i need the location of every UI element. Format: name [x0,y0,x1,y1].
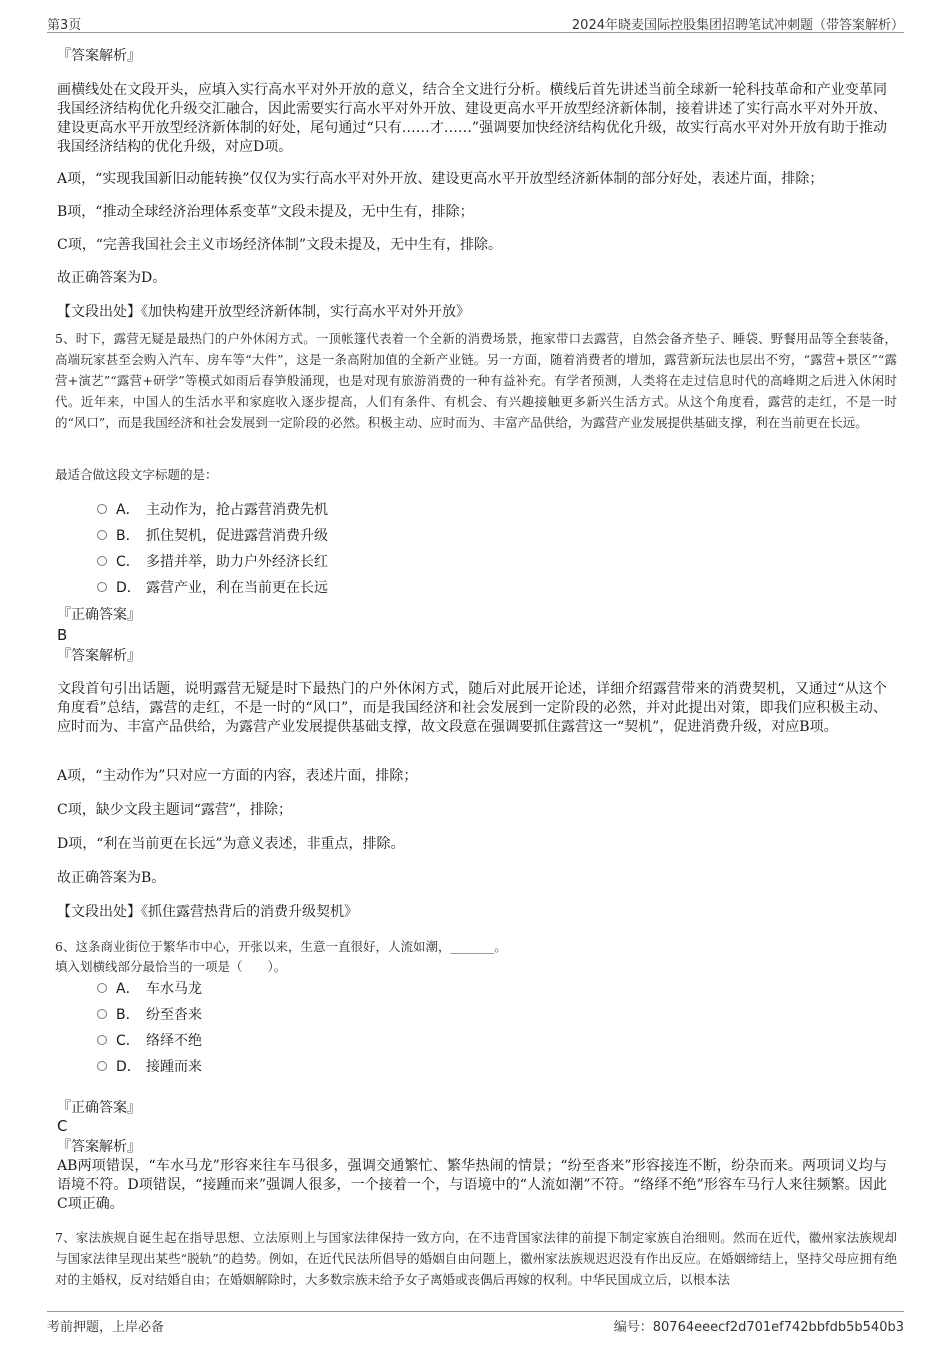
radio-icon[interactable] [97,582,107,592]
q4-option-a-note: A项，“实现我国新旧动能转换”仅仅为实行高水平对外开放、建设更高水平开放型经济新体制的部分好处，表述片面，排除； [57,171,824,187]
document-serial: 编号：80764eeecf2d701ef742bbfdb5b540b3 [613,1320,904,1335]
q6-question: 填入划横线部分最恰当的一项是（ ）。 [55,959,287,974]
q4-option-b-note: B项，“推动全球经济治理体系变革”文段未提及，无中生有，排除； [57,204,474,220]
radio-icon[interactable] [97,1061,107,1071]
q6-analysis-label: 『答案解析』 [57,1139,141,1155]
q4-analysis: 画横线处在文段开头，应填入实行高水平对外开放的意义，结合全文进行分析。横线后首先讲述当前全球新一轮科技革命和产业变革同我国经济结构优化升级交汇融合，因此需要实行高水平对外开放、建设更高水平开放型经济新体制，接着讲述了实行高水平对外开放、建设更高水平开放型经济新体制的好处，尾句通过“只有……才……”强调要加快经济结构优化升级，故实行高水平对外开放有助于推动我国经济结构的优化升级，对应D项。 [57,82,887,155]
q4-analysis-label: 『答案解析』 [57,48,141,64]
q5-analysis-label: 『答案解析』 [57,648,141,664]
q6-option-a[interactable]: A． 车水马龙 [97,979,202,999]
q4-option-c-note: C项，“完善我国社会主义市场经济体制”文段未提及，无中生有，排除。 [57,237,503,253]
q6-option-b[interactable]: B． 纷至沓来 [97,1005,202,1025]
q6-answer-label: 『正确答案』 [57,1100,141,1116]
q5-option-c-note: C项，缺少文段主题词“露营”，排除； [57,802,293,818]
q5-analysis: 文段首句引出话题，说明露营无疑是时下最热门的户外休闲方式，随后对此展开论述，详细介绍露营带来的消费契机，又通过“从这个角度看”总结，露营的走红，不是一时的“风口”，而是我国经济和社会发展到一定阶段的必然，并对此提出对策，即我们应积极主动、应时而为、丰富产品供给，为露营产业发展提供基础支撑，故文段意在强调要抓住露营这一“契机”，促进消费升级，对应B项。 [57,681,887,735]
q5-answer: B [57,626,68,644]
q6-option-d[interactable]: D． 接踵而来 [97,1057,202,1077]
q5-option-a-note: A项，“主动作为”只对应一方面的内容，表述片面，排除； [57,768,418,784]
q5-option-c[interactable]: C． 多措并举，助力户外经济长红 [97,552,328,572]
q6-answer: C [57,1117,68,1135]
footer-slogan: 考前押题，上岸必备 [47,1320,165,1335]
page-number: 第3页 [47,18,82,33]
q5-answer-label: 『正确答案』 [57,607,141,623]
q4-conclusion: 故正确答案为D。 [57,270,167,286]
radio-icon[interactable] [97,983,107,993]
q5-option-a[interactable]: A． 主动作为，抢占露营消费先机 [97,500,328,520]
radio-icon[interactable] [97,504,107,514]
page-header [47,12,904,33]
q4-source: 【文段出处】《加快构建开放型经济新体制，实行高水平对外开放》 [57,304,470,320]
radio-icon[interactable] [97,1035,107,1045]
radio-icon[interactable] [97,1009,107,1019]
q5-question: 最适合做这段文字标题的是： [55,467,218,482]
q5-option-d-note: D项，“利在当前更在长远”为意义表述，非重点，排除。 [57,836,405,852]
q5-stem: 5、时下，露营无疑是最热门的户外休闲方式。一顶帐篷代表着一个全新的消费场景，拖家带口去露营，自然会备齐垫子、睡袋、野餐用品等全套装备，高端玩家甚至会购入汽车、房车等“大件”，这是一条高附加值的全新产业链。另一方面，随着消费者的增加，露营新玩法也层出不穷，“露营+景区”“露营+演艺”“露营+研学”等模式如雨后春笋般涌现，也是对现有旅游消费的一种有益补充。有学者预测，人类将在走过信息时代的高峰期之后进入休闲时代。近年来，中国人的生活水平和家庭收入逐步提高，人们有条件、有机会、有兴趣接触更多新兴生活方式。从这个角度看，露营的走红，不是一时的“风口”，而是我国经济和社会发展到一定阶段的必然。积极主动、应时而为、丰富产品供给，为露营产业发展提供基础支撑，利在当前更在长远。 [55,331,897,430]
q6-analysis: AB两项错误，“车水马龙”形容来往车马很多，强调交通繁忙、繁华热闹的情景；“纷至沓来”形容接连不断，纷杂而来。两项词义均与语境不符。D项错误，“接踵而来”强调人很多，一个接着一个，与语境中的“人流如潮”不符。“络绎不绝”形容车马行人来往频繁。因此C项正确。 [57,1158,887,1212]
radio-icon[interactable] [97,530,107,540]
page-footer [47,1311,904,1334]
q6-option-c[interactable]: C． 络绎不绝 [97,1031,202,1051]
document-title: 2024年晓麦国际控股集团招聘笔试冲刺题（带答案解析） [571,18,904,33]
radio-icon[interactable] [97,556,107,566]
q5-source: 【文段出处】《抓住露营热背后的消费升级契机》 [57,904,358,920]
q7-stem: 7、家法族规自诞生起在指导思想、立法原则上与国家法律保持一致方向，在不违背国家法律的前提下制定家族自治细则。然而在近代，徽州家法族规却与国家法律呈现出某些“脱轨”的趋势。例如，在近代民法所倡导的婚姻自由问题上，徽州家法族规迟迟没有作出反应。在婚姻缔结上，坚持父母应拥有绝对的主婚权，反对结婚自由；在婚姻解除时，大多数宗族未给予女子离婚或丧偶后再嫁的权利。中华民国成立后，以根本法 [55,1230,897,1287]
q6-stem: 6、这条商业街位于繁华市中心，开张以来，生意一直很好，人流如潮，_______。 [55,939,507,954]
q5-option-d[interactable]: D． 露营产业，利在当前更在长远 [97,578,328,598]
q5-option-b[interactable]: B． 抓住契机，促进露营消费升级 [97,526,328,546]
q5-conclusion: 故正确答案为B。 [57,870,166,886]
